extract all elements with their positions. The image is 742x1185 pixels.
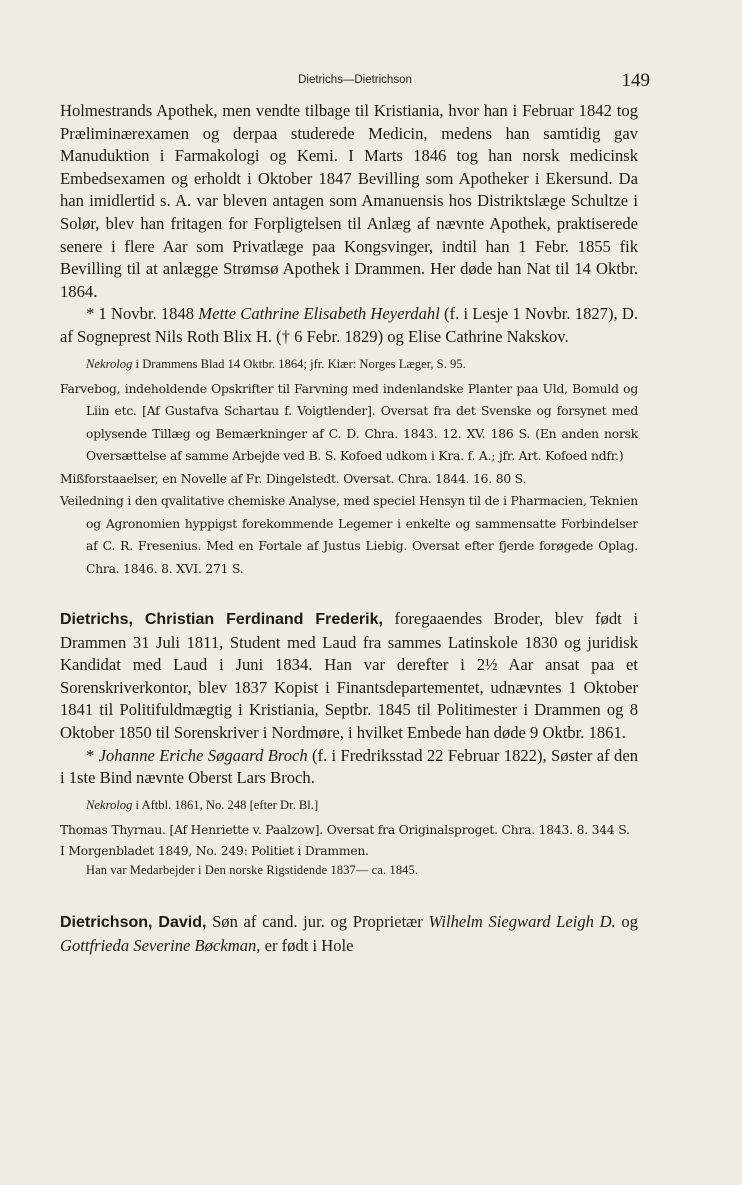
entry1-marriage-post: (f. i Lesje 1 Novbr. 1827), D. af Sogneprest Nils Roth Blix H. († 6 Febr. 1829) og Elise Cathrine Nakskov. <box>60 304 638 346</box>
entry2-nekrolog-text: i Aftbl. 1861, No. 248 [efter Dr. Bl.] <box>132 797 319 812</box>
entry1-nekrolog <box>86 356 638 372</box>
entry1-paragraph: Holmestrands Apothek, men vendte tilbage til Kristiania, hvor han i Februar 1842 tog Præliminærexamen og derpaa studerede Medicin, medens han samtidig gav Manuduktion i Farmakologi og Kemi. I Marts 1846 tog han norsk medicinsk Embedsexamen og erholdt i Oktober 1847 Bevilling som Apotheker i Ekersund. Da han imidlertid s. A. var bleven antagen som Amanuensis hos Distriktslæge Schultze i Solør, blev han fritagen for Forpligtelsen til Anlæg af nævnte Apothek, praktiserede senere i flere Aar som Privatlæge paa Kongsvinger, indtil han 1 Febr. 1855 fik Bevilling til at anlægge Strømsø Apothek i Drammen. Her døde han Nat til 14 Oktbr. 1864. <box>60 101 638 301</box>
page-header <box>60 72 650 92</box>
entry1-marriage-pre: * 1 Novbr. 1848 <box>86 304 199 324</box>
entry1-nekrolog-text: i Drammens Blad 14 Oktbr. 1864; jfr. Kiær: Norges Læger, S. 95. <box>132 356 466 371</box>
entry3-father: Wilhelm Siegward Leigh D. <box>428 912 616 932</box>
entry2-paragraph <box>60 608 638 745</box>
entry3-paragraph <box>60 911 638 957</box>
entry2-marriage <box>60 745 638 790</box>
entry2-spouse-name: Johanne Eriche Søgaard Broch <box>98 745 308 765</box>
entry3-text-b: og <box>615 912 639 932</box>
page-body <box>60 100 638 957</box>
running-head: Dietrichs—Dietrichson <box>298 74 412 86</box>
page-number: 149 <box>621 70 650 91</box>
entry2-work-2: I Morgenbladet 1849, No. 249: Politiet i Drammen. <box>60 844 369 859</box>
entry3-mother: Gottfrieda Severine Bøckman, <box>60 935 261 955</box>
entry2-marriage-pre: * <box>86 745 99 765</box>
entry1-work-2: Mißforstaaelser, en Novelle af Fr. Dingelstedt. Oversat. Chra. 1844. 16. 80 S. <box>60 471 527 486</box>
entry1-work-1: Farvebog, indeholdende Opskrifter til Farvning med indenlandske Planter paa Uld, Bomuld og Liin etc. [Af Gustafva Schartau f. Voigtlender]. Oversat fra det Svenske og forsynet med oplysende Tillæg og Bemærkninger af C. D. Chra. 1843. 12. XV. 186 S. (En anden norsk Oversættelse af samme Arbejde ved B. S. Kofoed udkom i Kra. f. A.; jfr. Art. Kofoed ndfr.) <box>60 381 638 464</box>
entry1-work-3: Veiledning i den qvalitative chemiske Analyse, med speciel Hensyn til de i Pharmacien, Teknien og Agronomien hyppigst forekommende Legemer i enkelte og sammensatte Forbindelser af C. R. Fresenius. Med en Fortale af Justus Liebig. Oversat efter fjerde forøgede Oplag. Chra. 1846. 8. XVI. 271 S. <box>60 494 638 576</box>
entry1-nekrolog-label: Nekrolog <box>86 356 133 371</box>
entry2-text: foregaaendes Broder, blev født i Drammen 31 Juli 1811, Student med Laud fra sammes Latinskole 1830 og juridisk Kandidat med Laud i Juni 1834. Han var derefter i 2½ Aar ansat paa et Sorenskriverkontor, blev 1837 Kopist i Finantsdepartementet, udnævntes 1 Oktober 1841 til Politifuldmægtig i Kristiania, Septbr. 1845 til Politimester i Drammen og 8 Oktober 1850 til Sorenskriver i Nordmøre, i hvilket Embede han døde 9 Oktbr. 1861. <box>60 609 638 742</box>
entry3-text-a: Søn af cand. jur. og Proprietær <box>206 912 429 932</box>
entry1-marriage <box>60 303 638 348</box>
entry3-name: Dietrichson, David, <box>60 914 207 932</box>
entry2-nekrolog <box>86 797 638 813</box>
entry2-nekrolog-label: Nekrolog <box>86 797 133 812</box>
entry2-note: Han var Medarbejder i Den norske Rigstidende 1837— ca. 1845. <box>86 863 419 878</box>
entry2-work-1: Thomas Thyrnau. [Af Henriette v. Paalzow]. Oversat fra Originalsproget. Chra. 1843. 8. 344 S. <box>60 822 630 837</box>
entry2-marriage-post: (f. i Fredriksstad 22 Februar 1822), Søster af den i 1ste Bind nævnte Oberst Lars Broch. <box>60 745 638 788</box>
entry1-spouse-name: Mette Cathrine Elisabeth Heyerdahl <box>198 304 440 324</box>
entry2-name: Dietrichs, Christian Ferdinand Frederik, <box>60 611 383 629</box>
entry3-text-c: er født i Hole <box>260 935 354 955</box>
